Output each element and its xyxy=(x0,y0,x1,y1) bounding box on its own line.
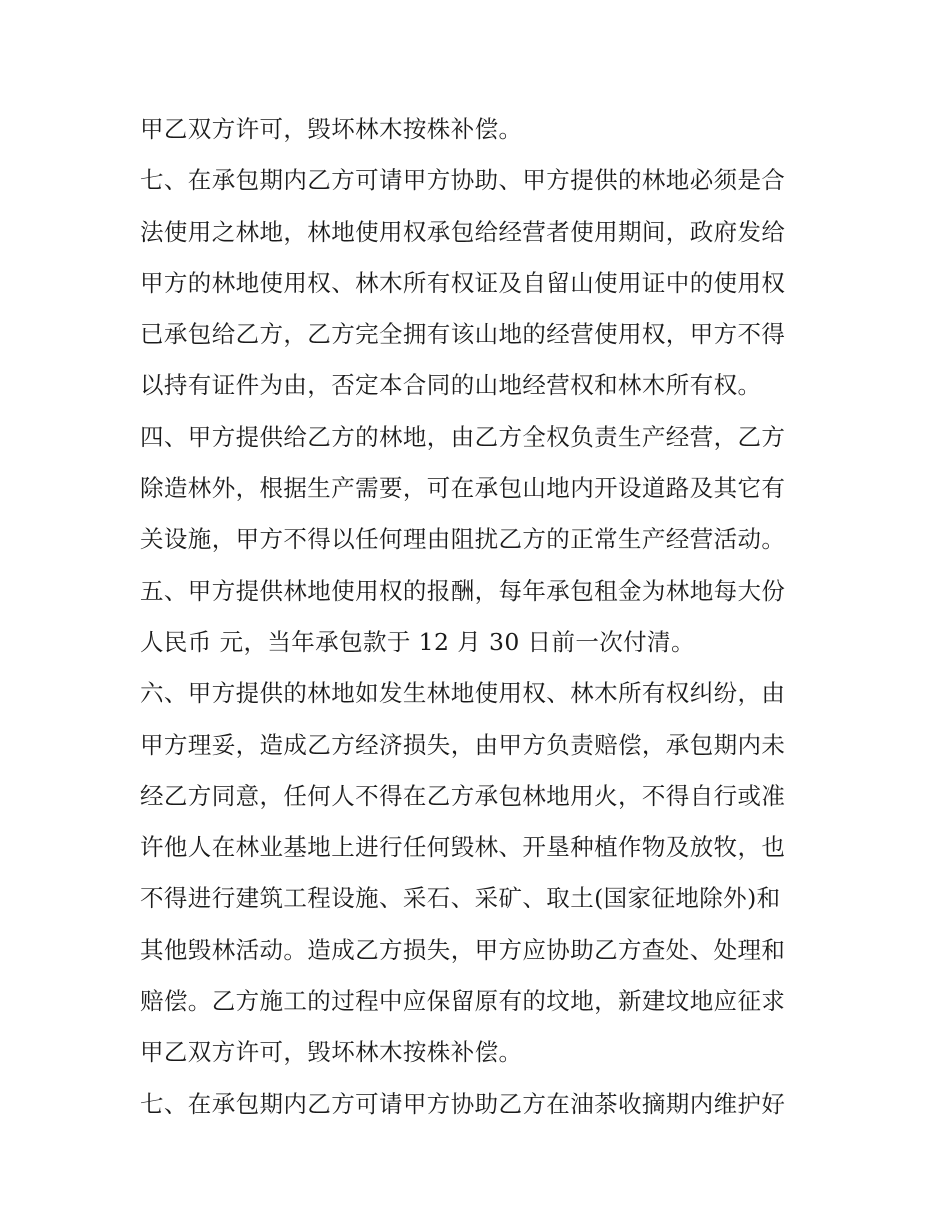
text-line: 人民币 元，当年承包款于 12 月 30 日前一次付清。 xyxy=(140,627,695,656)
text-line: 七、在承包期内乙方可请甲方协助乙方在油茶收摘期内维护好 xyxy=(140,1089,786,1118)
text-line: 经乙方同意，任何人不得在乙方承包林地用火，不得自行或准 xyxy=(140,781,786,810)
text-line: 许他人在林业基地上进行任何毁林、开垦种植作物及放牧，也 xyxy=(140,833,786,862)
text-line: 六、甲方提供的林地如发生林地使用权、林木所有权纠纷，由 xyxy=(140,679,786,708)
text-line: 法使用之林地，林地使用权承包给经营者使用期间，政府发给 xyxy=(140,217,786,246)
text-line: 甲方的林地使用权、林木所有权证及自留山使用证中的使用权 xyxy=(140,268,786,297)
text-line: 七、在承包期内乙方可请甲方协助、甲方提供的林地必须是合 xyxy=(140,166,786,195)
text-line: 甲方理妥，造成乙方经济损失，由甲方负责赔偿，承包期内未 xyxy=(140,730,786,759)
text-line: 其他毁林活动。造成乙方损失，甲方应协助乙方查处、处理和 xyxy=(140,935,786,964)
text-line: 不得进行建筑工程设施、采石、采矿、取土(国家征地除外)和 xyxy=(140,884,781,913)
text-line: 甲乙双方许可，毁坏林木按株补偿。 xyxy=(140,1038,523,1067)
text-line: 甲乙双方许可，毁坏林木按株补偿。 xyxy=(140,115,523,143)
text-line: 已承包给乙方，乙方完全拥有该山地的经营使用权，甲方不得 xyxy=(140,320,786,349)
text-line: 关设施，甲方不得以任何理由阻扰乙方的正常生产经营活动。 xyxy=(140,525,786,554)
text-line: 四、甲方提供给乙方的林地，由乙方全权负责生产经营，乙方 xyxy=(140,422,786,451)
document-body xyxy=(140,104,820,1130)
text-line: 以持有证件为由，否定本合同的山地经营权和林木所有权。 xyxy=(140,371,762,400)
text-line: 五、甲方提供林地使用权的报酬，每年承包租金为林地每大份 xyxy=(140,576,786,605)
text-line: 除造林外，根据生产需要，可在承包山地内开设道路及其它有 xyxy=(140,474,786,503)
text-line: 赔偿。乙方施工的过程中应保留原有的坟地，新建坟地应征求 xyxy=(140,987,786,1016)
